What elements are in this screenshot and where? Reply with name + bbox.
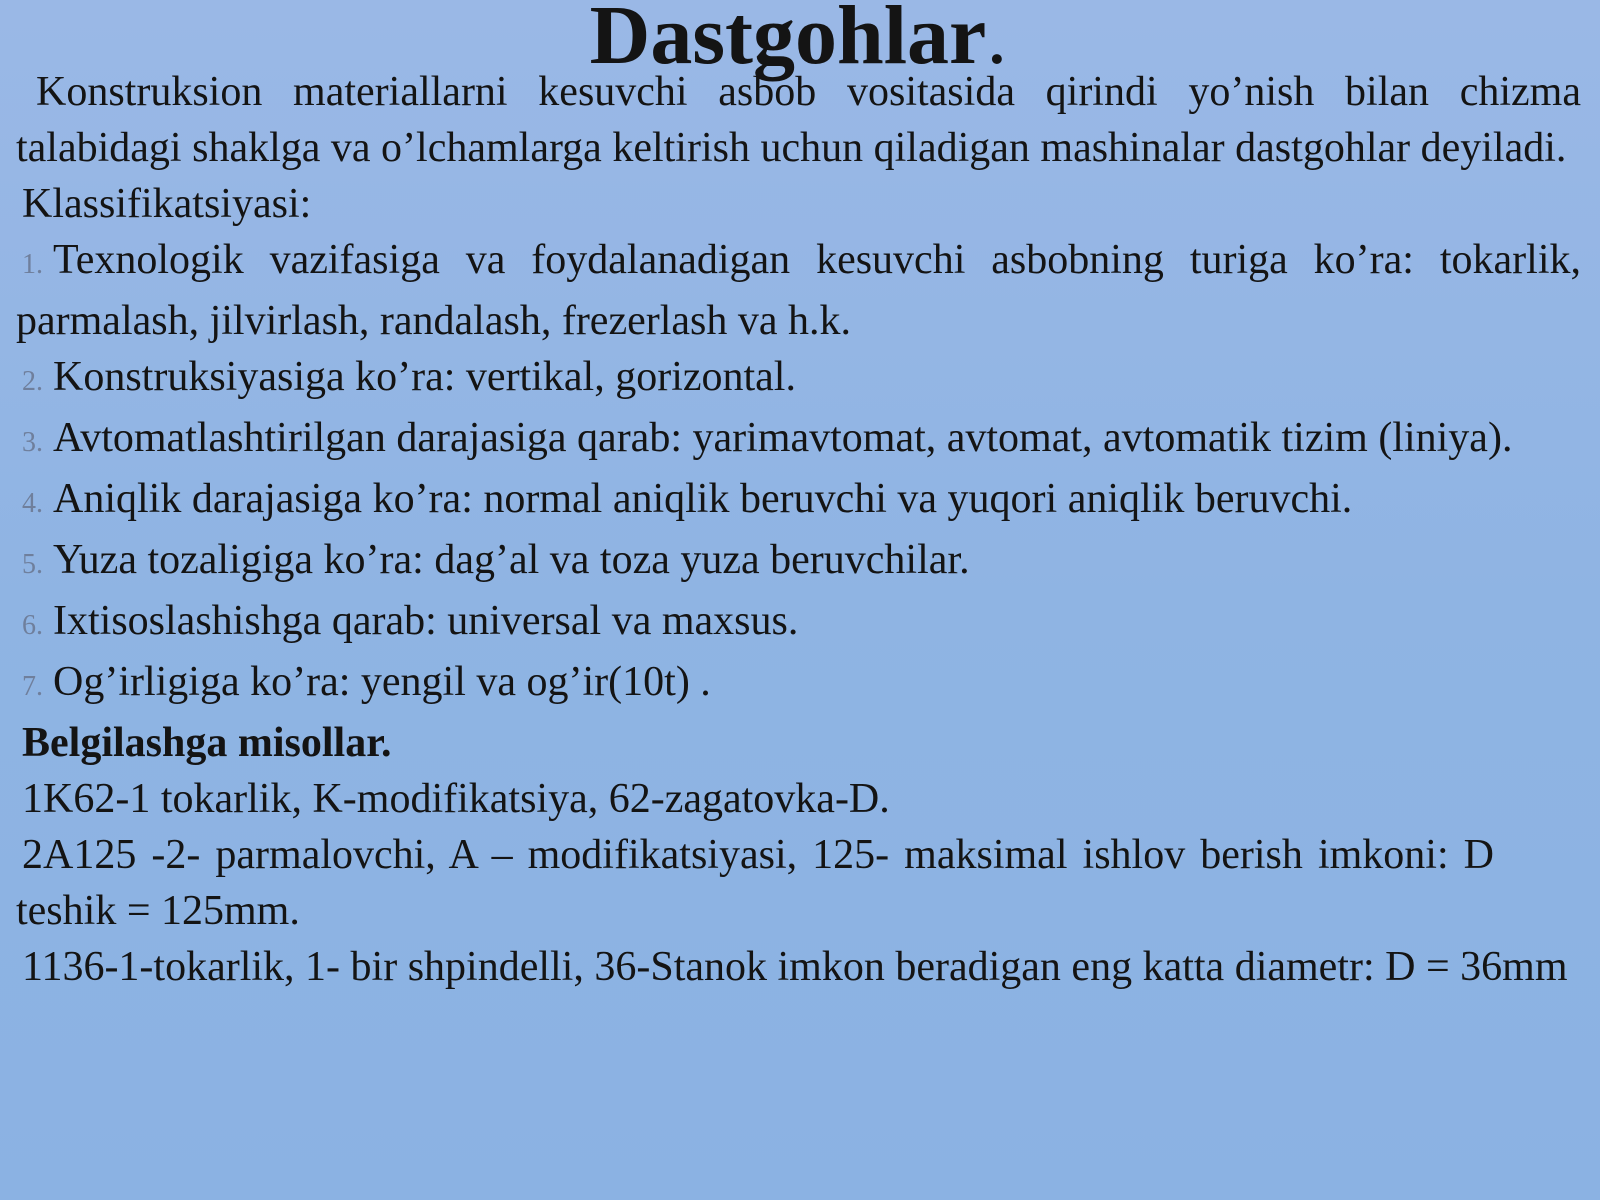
- example-line: 1K62-1 tokarlik, K-modifikatsiya, 62-zagatovka-D.: [22, 776, 890, 822]
- list-number: 2.: [22, 366, 43, 397]
- list-item-text: Yuza tozaligiga ko’ra: dag’al va toza yuza beruvchilar.: [53, 537, 970, 583]
- list-item-text: Konstruksiyasiga ko’ra: vertikal, gorizontal.: [53, 354, 796, 400]
- list-item-text: Texnologik vazifasiga va foydalanadigan kesuvchi asbobning turiga ko’ra: tokarlik, parmalash, jilvirlash, randalash, frezerlash va h.k.: [16, 237, 1581, 344]
- list-item-text: Og’irligiga ko’ra: yengil va og’ir(10t) .: [53, 659, 711, 705]
- list-item: [16, 471, 1581, 532]
- example-line: 1136-1-tokarlik, 1- bir shpindelli, 36-Stanok imkon beradigan eng katta diametr: D = 36mm: [22, 944, 1568, 990]
- list-item: [16, 410, 1581, 471]
- slide-title: [16, 0, 1581, 82]
- title-dot: .: [986, 0, 1008, 82]
- classification-heading: Klassifikatsiyasi:: [22, 181, 312, 227]
- list-item: [16, 232, 1581, 349]
- list-number: 5.: [22, 549, 43, 580]
- intro-paragraph: Konstruksion materiallarni kesuvchi asbob vositasida qirindi yo’nish bilan chizma talabidagi shaklga va o’lchamlarga keltirish uchun qiladigan mashinalar dastgohlar deyiladi.: [16, 69, 1581, 171]
- list-item: [16, 593, 1581, 654]
- classification-list: [16, 232, 1581, 715]
- list-item: [16, 532, 1581, 593]
- list-item-text: Aniqlik darajasiga ko’ra: normal aniqlik beruvchi va yuqori aniqlik beruvchi.: [53, 476, 1353, 522]
- title-text: Dastgohlar: [589, 0, 987, 82]
- list-item: [16, 654, 1581, 715]
- list-number: 1.: [22, 249, 43, 280]
- list-number: 6.: [22, 610, 43, 641]
- list-number: 7.: [22, 671, 43, 702]
- list-item-text: Avtomatlashtirilgan darajasiga qarab: yarimavtomat, avtomat, avtomatik tizim (liniya).: [53, 415, 1513, 461]
- list-item-text: Ixtisoslashishga qarab: universal va maxsus.: [53, 598, 799, 644]
- slide-content: [16, 0, 1581, 995]
- examples-heading: Belgilashga misollar.: [22, 720, 392, 766]
- list-number: 4.: [22, 488, 43, 519]
- example-line: 2A125 -2- parmalovchi, A – modifikatsiyasi, 125- maksimal ishlov berish imkoni: D teshik = 125mm.: [16, 832, 1494, 934]
- list-item: [16, 349, 1581, 410]
- list-number: 3.: [22, 427, 43, 458]
